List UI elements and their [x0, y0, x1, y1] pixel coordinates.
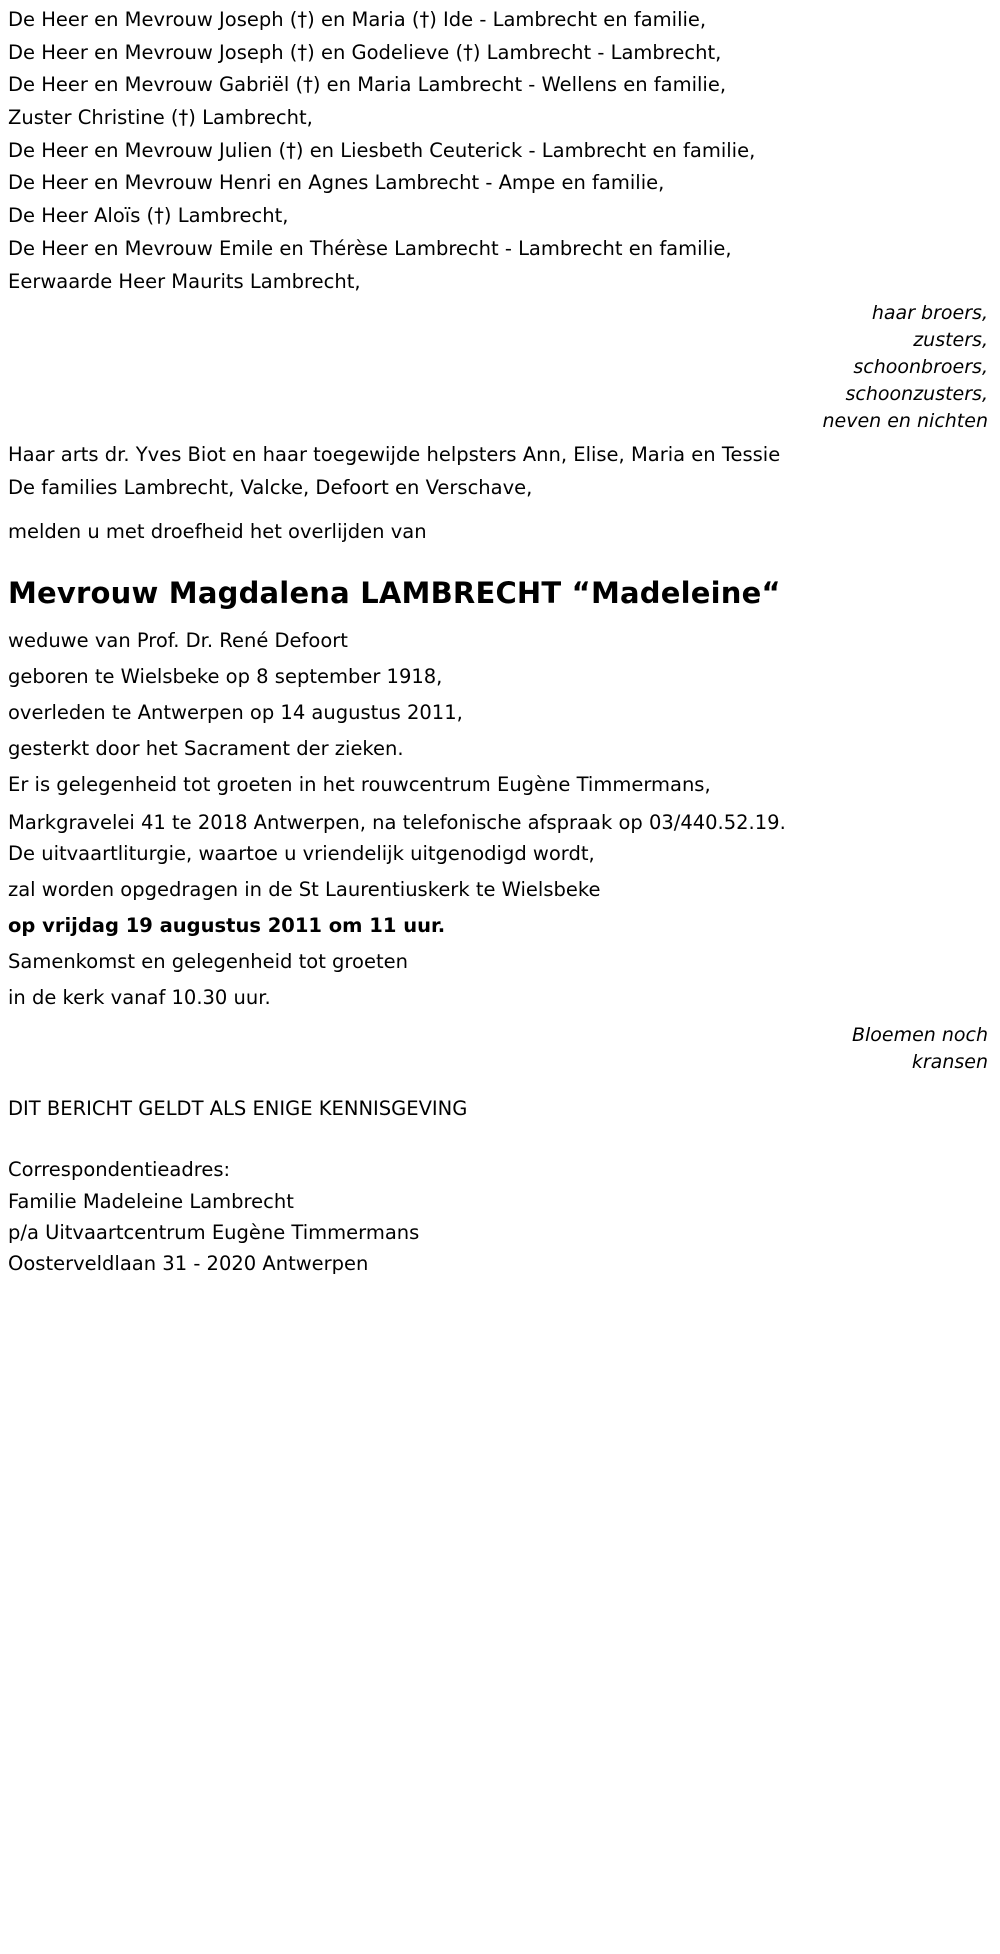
service-time: op vrijdag 19 augustus 2011 om 11 uur. [8, 913, 446, 937]
relative-entry: De Heer Aloïs (†) Lambrecht, [8, 204, 289, 228]
spacer [8, 1131, 992, 1157]
correspondence-line: p/a Uitvaartcentrum Eugène Timmermans [8, 1220, 420, 1244]
relative-entry: De Heer en Mevrouw Joseph (†) en Godelieve (†) Lambrecht - Lambrecht, [8, 40, 722, 64]
flowers-note [8, 1022, 992, 1076]
relative-entry: De Heer en Mevrouw Henri en Agnes Lambrecht - Ampe en familie, [8, 171, 665, 195]
correspondence-line: Familie Madeleine Lambrecht [8, 1189, 294, 1213]
caregivers-line: Haar arts dr. Yves Biot en haar toegewijde helpsters Ann, Elise, Maria en Tessie [8, 443, 781, 467]
flowers-note-line: kransen [911, 1050, 988, 1073]
spacer [8, 506, 992, 520]
correspondence-line: Correspondentieadres: [8, 1158, 231, 1182]
detail-line: geboren te Wielsbeke op 8 september 1918, [8, 665, 443, 689]
relative-entry: De Heer en Mevrouw Joseph (†) en Maria (†) Ide - Lambrecht en familie, [8, 8, 707, 31]
single-notice-text: DIT BERICHT GELDT ALS ENIGE KENNISGEVING [8, 1096, 468, 1120]
correspondence-block [8, 1157, 992, 1276]
relation-note-line: zusters, [913, 329, 988, 352]
relative-entry: Eerwaarde Heer Maurits Lambrecht, [8, 269, 361, 293]
relation-note-line: schoonzusters, [845, 383, 988, 406]
correspondence-line: Oosterveldlaan 31 - 2020 Antwerpen [8, 1252, 369, 1276]
visitation-line: Markgravelei 41 te 2018 Antwerpen, na telefonische afspraak op 03/440.52.19. [8, 811, 786, 835]
relation-note [8, 300, 992, 435]
detail-line: weduwe van Prof. Dr. René Defoort [8, 629, 348, 653]
relative-entry: De Heer en Mevrouw Emile en Thérèse Lambrecht - Lambrecht en familie, [8, 236, 732, 260]
relation-note-line: neven en nichten [822, 410, 988, 433]
flowers-note-line: Bloemen noch [851, 1023, 988, 1046]
deceased-name: Mevrouw Magdalena LAMBRECHT “Madeleine“ [8, 576, 781, 611]
relatives-list [8, 6, 992, 295]
gathering-line: Samenkomst en gelegenheid tot groeten [8, 949, 408, 973]
service-line: zal worden opgedragen in de St Laurentiuskerk te Wielsbeke [8, 877, 601, 901]
gathering-line: in de kerk vanaf 10.30 uur. [8, 985, 271, 1009]
detail-line: overleden te Antwerpen op 14 augustus 2011, [8, 701, 463, 725]
relative-entry: Zuster Christine (†) Lambrecht, [8, 106, 313, 130]
spacer [8, 556, 992, 570]
relation-note-line: haar broers, [871, 302, 988, 325]
announcement-line: melden u met droefheid het overlijden van [8, 520, 427, 544]
spacer [8, 1082, 992, 1096]
relative-entry: De Heer en Mevrouw Julien (†) en Liesbeth Ceuterick - Lambrecht en familie, [8, 138, 756, 162]
relative-entry: De Heer en Mevrouw Gabriël (†) en Maria Lambrecht - Wellens en familie, [8, 73, 727, 97]
relation-note-line: schoonbroers, [853, 356, 988, 379]
service-line: De uitvaartliturgie, waartoe u vriendelijk uitgenodigd wordt, [8, 841, 595, 865]
visitation-line: Er is gelegenheid tot groeten in het rouwcentrum Eugène Timmermans, [8, 773, 711, 797]
detail-line: gesterkt door het Sacrament der zieken. [8, 737, 404, 761]
families-line: De families Lambrecht, Valcke, Defoort en Verschave, [8, 475, 533, 499]
